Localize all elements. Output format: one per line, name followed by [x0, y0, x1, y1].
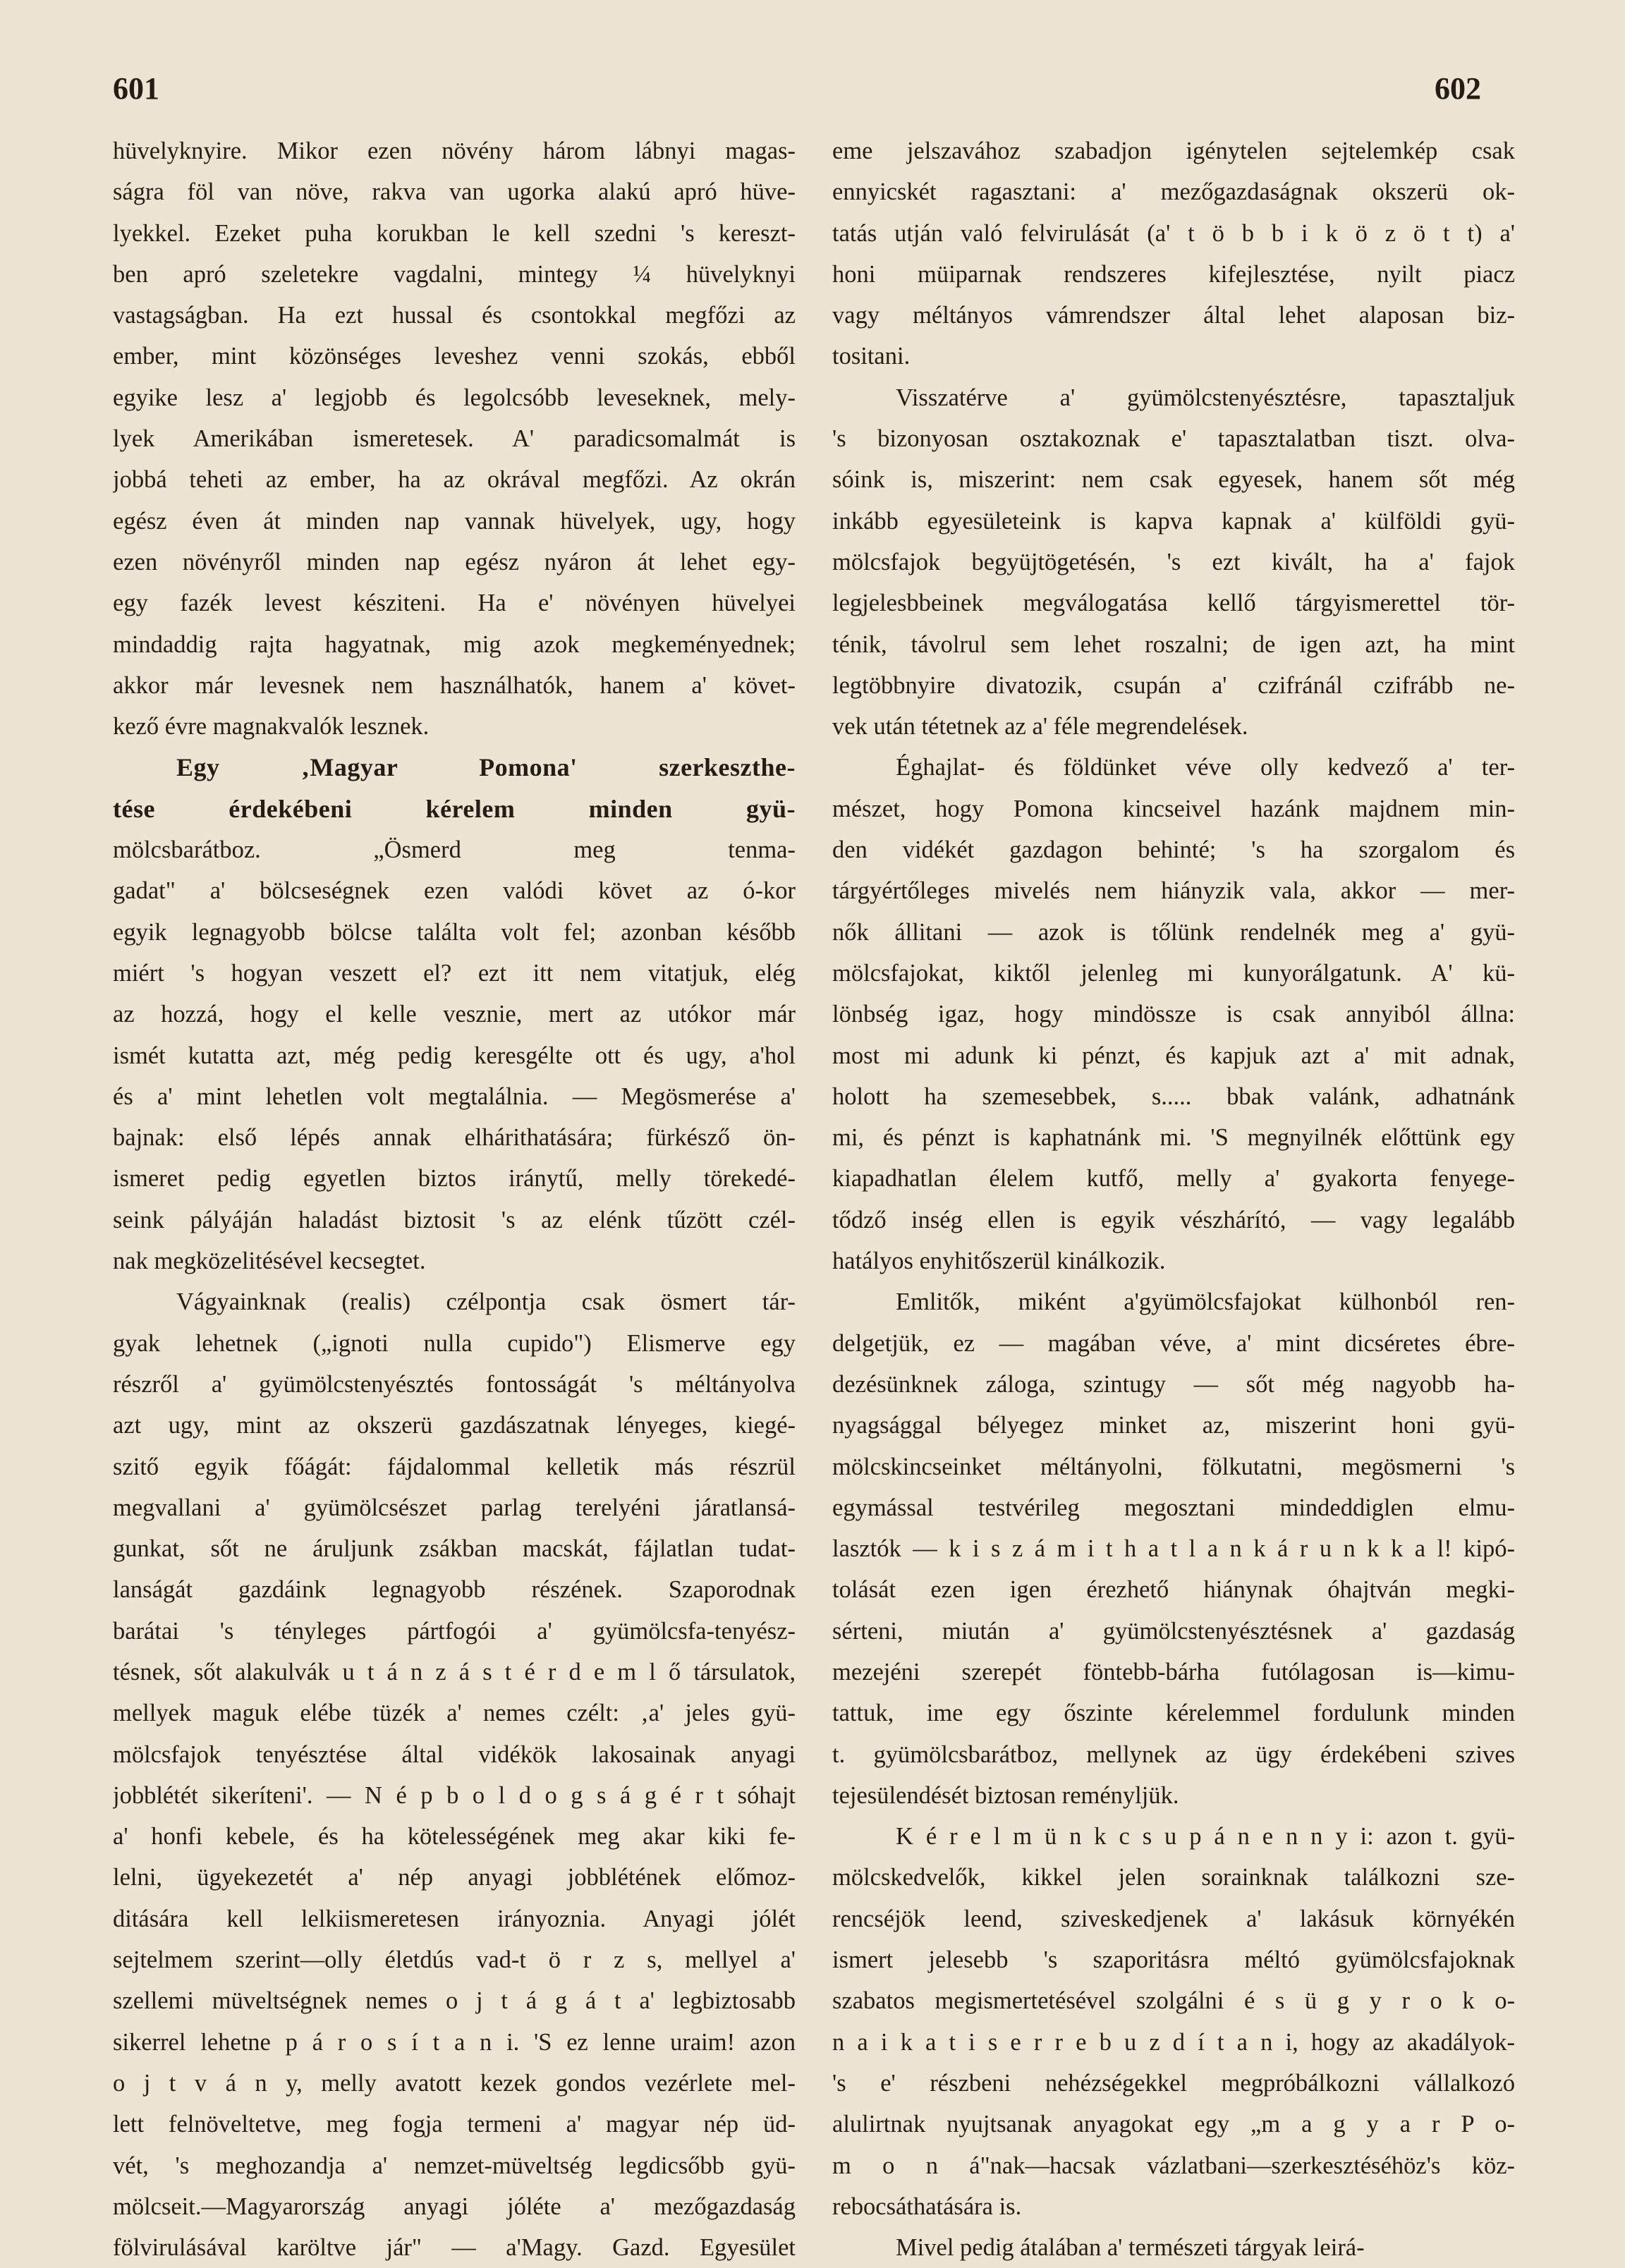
text-line: mölcseit.—Magyarország anyagi jóléte a' mezőgazdaság [113, 2193, 796, 2220]
text-line: mölcsfajokat, kiktől jelenleg mi kunyorálgatunk. A' kü- [832, 959, 1515, 987]
text-line: sejtelmem szerint—olly életdús vad-t ö r z s, mellyel a' [113, 1946, 796, 1974]
text-line: vek után tétetnek az a' féle megrendelések. [832, 713, 1248, 740]
text-line: rencséjök leend, sziveskedjenek a' lakásuk környékén [832, 1905, 1515, 1932]
text-line: mezejéni szerepét föntebb-bárha futólagosan is—kimu- [832, 1658, 1515, 1685]
text-line: hatályos enyhitőszerül kinálkozik. [832, 1248, 1166, 1275]
text-line: gyak lehetnek („ignoti nulla cupido") Elismerve egy [113, 1329, 796, 1357]
text-line: ezen növényről minden nap egész nyáron át lehet egy- [113, 548, 796, 575]
text-line: mölcskincseinket méltányolni, fölkutatni, megösmerni 's [832, 1453, 1515, 1480]
text-line: 's e' részbeni nehézségekkel megpróbálkozni vállalkozó [832, 2069, 1515, 2097]
text-line: szabatos megismertetésével szolgálni é s ü g y r o k o- [832, 1987, 1515, 2015]
text-line: K é r e l m ü n k c s u p á n e n n y i: azon t. gyü- [896, 1823, 1515, 1851]
text-line: vastagságban. Ha ezt hussal és csontokkal megfőzi az [113, 302, 796, 329]
text-line: kező évre magnakvalók lesznek. [113, 713, 430, 740]
text-line: jobbá teheti az ember, ha az okrával megfőzi. Az okrán [113, 466, 796, 494]
text-line: mellyek maguk elébe tüzék a' nemes czélt: ‚a' jeles gyü- [113, 1700, 796, 1727]
text-line: sérteni, miután a' gyümölcstenyésztésnek a' gazdaság [832, 1617, 1515, 1645]
text-line: o j t v á n y, melly avatott kezek gondos vezérlete mel- [113, 2069, 796, 2097]
text-line: gadat" a' bölcseségnek ezen valódi követ az ó-kor [113, 877, 796, 905]
text-line: tattuk, ime egy őszinte kérelemmel fordulunk minden [832, 1700, 1515, 1727]
text-line: Mivel pedig átalában a' természeti tárgyak leirá- [896, 2234, 1365, 2262]
text-line: hüvelyknyire. Mikor ezen növény három lábnyi magas- [113, 138, 796, 164]
text-line: egy fazék levest késziteni. Ha e' növényen hüvelyei [113, 590, 796, 617]
text-line: lasztók — k i s z á m i t h a t l a n k á r u n k k a l! kipó- [832, 1535, 1515, 1563]
text-line: ténik, távolrul sem lehet roszalni; de igen azt, ha mint [832, 630, 1515, 658]
text-line: n a i k a t i s e r r e b u z d í t a n i, hogy az akadályok- [832, 2028, 1515, 2056]
text-line: honi müiparnak rendszeres kifejlesztése, nyilt piacz [832, 260, 1515, 288]
text-line: mölcskedvelők, kikkel jelen sorainknak találkozni sze- [832, 1864, 1515, 1891]
text-line: egyik legnagyobb bölcse találta volt fel; azonban később [113, 918, 796, 946]
text-line: ismét kutatta azt, még pedig keresgélte ott és ugy, a'hol [113, 1042, 796, 1069]
text-line: miért 's hogyan veszett el? ezt itt nem vitatjuk, elég [113, 959, 796, 987]
text-line: Egy ‚Magyar Pomona' szerkeszthe- [176, 753, 796, 782]
text-line: azt ugy, mint az okszerü gazdászatnak lényeges, kiegé- [113, 1412, 796, 1439]
text-line: bajnak: első lépés annak elhárithatására; fürkésző ön- [113, 1124, 796, 1152]
text-line: vét, 's meghozandja a' nemzet-müveltség legdicsőbb gyü- [113, 2152, 796, 2179]
text-line: mölcsfajok begyüjtögetésén, 's ezt kivált, ha a' fajok [832, 548, 1515, 575]
text-line: legjelesbbeinek megválogatása kellő tárgyismerettel tör- [832, 590, 1515, 617]
text-line: lelni, ügyekezetét a' nép anyagi jobblétének előmoz- [113, 1864, 796, 1891]
text-line: t. gyümölcsbarátboz, mellynek az ügy érdekébeni szives [832, 1740, 1515, 1768]
text-line: alulirtnak nyujtsanak anyagokat egy „m a g y a r P o- [832, 2111, 1515, 2138]
text-line: részről a' gyümölcstenyésztés fontosságát 's méltányolva [113, 1370, 796, 1398]
text-line: eme jelszavához szabadjon igénytelen sejtelemkép csak [832, 138, 1515, 164]
text-line: sóink is, miszerint: nem csak egyesek, hanem sőt még [832, 466, 1515, 494]
text-line: szellemi müveltségnek nemes o j t á g á t a' legbiztosabb [113, 1987, 796, 2015]
text-line: ismert jelesebb 's szaporitásra méltó gyümölcsfajoknak [832, 1946, 1515, 1974]
text-line: nők állitani — azok is tőlünk rendelnék meg a' gyü- [832, 918, 1515, 946]
text-line: vagy méltányos vámrendszer által lehet alaposan biz- [832, 302, 1515, 329]
text-line: jobblétét sikeríteni'. — N é p b o l d o g s á g é r t sóhajt [113, 1781, 796, 1809]
text-line: lett felnöveltetve, meg fogja termeni a' magyar nép üd- [113, 2111, 796, 2138]
text-line: mi, és pénzt is kaphatnánk mi. 'S megnyilnék előttünk egy [832, 1124, 1515, 1152]
text-line: holott ha szemesebbek, s..... bbak valánk, adhatnánk [832, 1083, 1515, 1110]
text-line: sikerrel lehetne p á r o s í t a n i. 'S ez lenne uraim! azon [113, 2028, 796, 2056]
text-line: tárgyértőleges mivelés nem hiányzik vala, akkor — mer- [832, 877, 1515, 905]
text-line: 's bizonyosan osztakoznak e' tapasztalatban tiszt. olva- [832, 425, 1515, 453]
text-line: mölcsbarátboz. „Ösmerd meg tenma- [113, 836, 796, 864]
text-line: tatás utján való felvirulását (a' t ö b b i k ö z ö t t) a' [832, 219, 1515, 247]
text-line: fölvirulásával karöltve jár" — a'Magy. Gazd. Egyesület [113, 2234, 796, 2262]
text-line: mölcsfajok tenyésztése által vidékök lakosainak anyagi [113, 1740, 796, 1768]
text-line: seink pályáján haladást biztosit 's az elénk tűzött czél- [113, 1206, 796, 1233]
text-line: egymással testvérileg megosztani mindeddiglen elmu- [832, 1494, 1515, 1521]
text-line: és a' mint lehetlen volt megtalálnia. — Megösmerése a' [113, 1083, 796, 1110]
text-line: lyek Amerikában ismeretesek. A' paradicsomalmát is [113, 425, 796, 453]
text-line: ditására kell lelkiismeretesen irányoznia. Anyagi jólét [113, 1905, 796, 1932]
text-line: ben apró szeletekre vagdalni, mintegy ¼ hüvelyknyi [113, 260, 796, 288]
text-line: ismeret pedig egyetlen biztos iránytű, melly törekedé- [113, 1165, 796, 1193]
text-line: ságra föl van növe, rakva van ugorka alakú apró hüve- [113, 178, 796, 206]
text-line: egész éven át minden nap vannak hüvelyek, ugy, hogy [113, 507, 796, 535]
text-line: barátai 's tényleges pártfogói a' gyümölcsfa-tenyész- [113, 1617, 796, 1645]
text-line: mészet, hogy Pomona kincseivel hazánk majdnem min- [832, 795, 1515, 822]
text-line: ember, mint közönséges leveshez venni szokás, ebből [113, 343, 796, 370]
text-line: egyike lesz a' legjobb és legolcsóbb leveseknek, mely- [113, 384, 796, 411]
text-line: lönbség igaz, hogy mindössze is csak annyiból állna: [832, 1001, 1515, 1028]
right-text-column [832, 130, 1515, 2268]
text-line: inkább egyesületeink is kapva kapnak a' külföldi gyü- [832, 507, 1515, 535]
text-line: legtöbbnyire divatozik, csupán a' czifránál czifrább ne- [832, 671, 1515, 699]
text-line: lanságát gazdáink legnagyobb részének. Szaporodnak [113, 1576, 796, 1604]
text-line: gunkat, sőt ne áruljunk zsákban macskát, fájlatlan tudat- [113, 1535, 796, 1563]
text-line: rebocsáthatására is. [832, 2193, 1022, 2220]
text-line: den vidékét gazdagon behinté; 's ha szorgalom és [832, 836, 1515, 864]
text-line: delgetjük, ez — magában véve, a' mint dicséretes ébre- [832, 1329, 1515, 1357]
text-line: ennyicskét ragasztani: a' mezőgazdaságnak okszerü ok- [832, 178, 1515, 206]
page-number-left: 601 [113, 71, 159, 106]
text-line: Éghajlat- és földünket véve olly kedvező a' ter- [896, 754, 1515, 781]
text-line: tésnek, sőt alakulvák u t á n z á s t é r d e m l ő társulatok, [113, 1658, 796, 1685]
text-line: Vágyainknak (realis) czélpontja csak ösmert tár- [176, 1288, 796, 1316]
text-line: lyekkel. Ezeket puha korukban le kell szedni 's kereszt- [113, 219, 796, 247]
text-line: a' honfi kebele, és ha kötelességének meg akar kiki fe- [113, 1823, 796, 1851]
text-line: most mi adunk ki pénzt, és kapjuk azt a' mit adnak, [832, 1042, 1515, 1069]
text-line: tése érdekébeni kérelem minden gyü- [113, 794, 796, 823]
text-line: akkor már levesnek nem használhatók, hanem a' követ- [113, 671, 796, 699]
text-line: nak megközelitésével kecsegtet. [113, 1248, 426, 1275]
text-line: Visszatérve a' gyümölcstenyésztésre, tapasztaljuk [896, 384, 1515, 411]
text-line: kiapadhatlan élelem kutfő, melly a' gyakorta fenyege- [832, 1165, 1515, 1193]
text-line: m o n á"nak—hacsak vázlatbani—szerkesztéséhöz's köz- [832, 2152, 1515, 2179]
text-line: nyagsággal bélyegez minket az, miszerint honi gyü- [832, 1412, 1515, 1439]
text-line: Emlitők, miként a'gyümölcsfajokat külhonból ren- [896, 1288, 1515, 1316]
text-line: megvallani a' gyümölcsészet parlag terelyéni járatlansá- [113, 1494, 796, 1521]
left-text-column [113, 130, 796, 2268]
text-line: tejesülendését biztosan reményljük. [832, 1781, 1179, 1809]
text-line: tődző inség ellen is egyik vészhárító, — vagy legalább [832, 1206, 1515, 1233]
text-line: az hozzá, hogy el kelle vesznie, mert az utókor már [113, 1001, 796, 1028]
text-line: mindaddig rajta hagyatnak, mig azok megkeményednek; [113, 630, 796, 658]
text-line: szitő egyik főágát: fájdalommal kelletik más részrül [113, 1453, 796, 1480]
text-line: tositani. [832, 343, 911, 370]
text-line: dezésünknek záloga, szintugy — sőt még nagyobb ha- [832, 1370, 1515, 1398]
text-line: tolását ezen igen érezhető hiánynak óhajtván megki- [832, 1576, 1515, 1604]
page-number-right: 602 [1435, 71, 1481, 106]
